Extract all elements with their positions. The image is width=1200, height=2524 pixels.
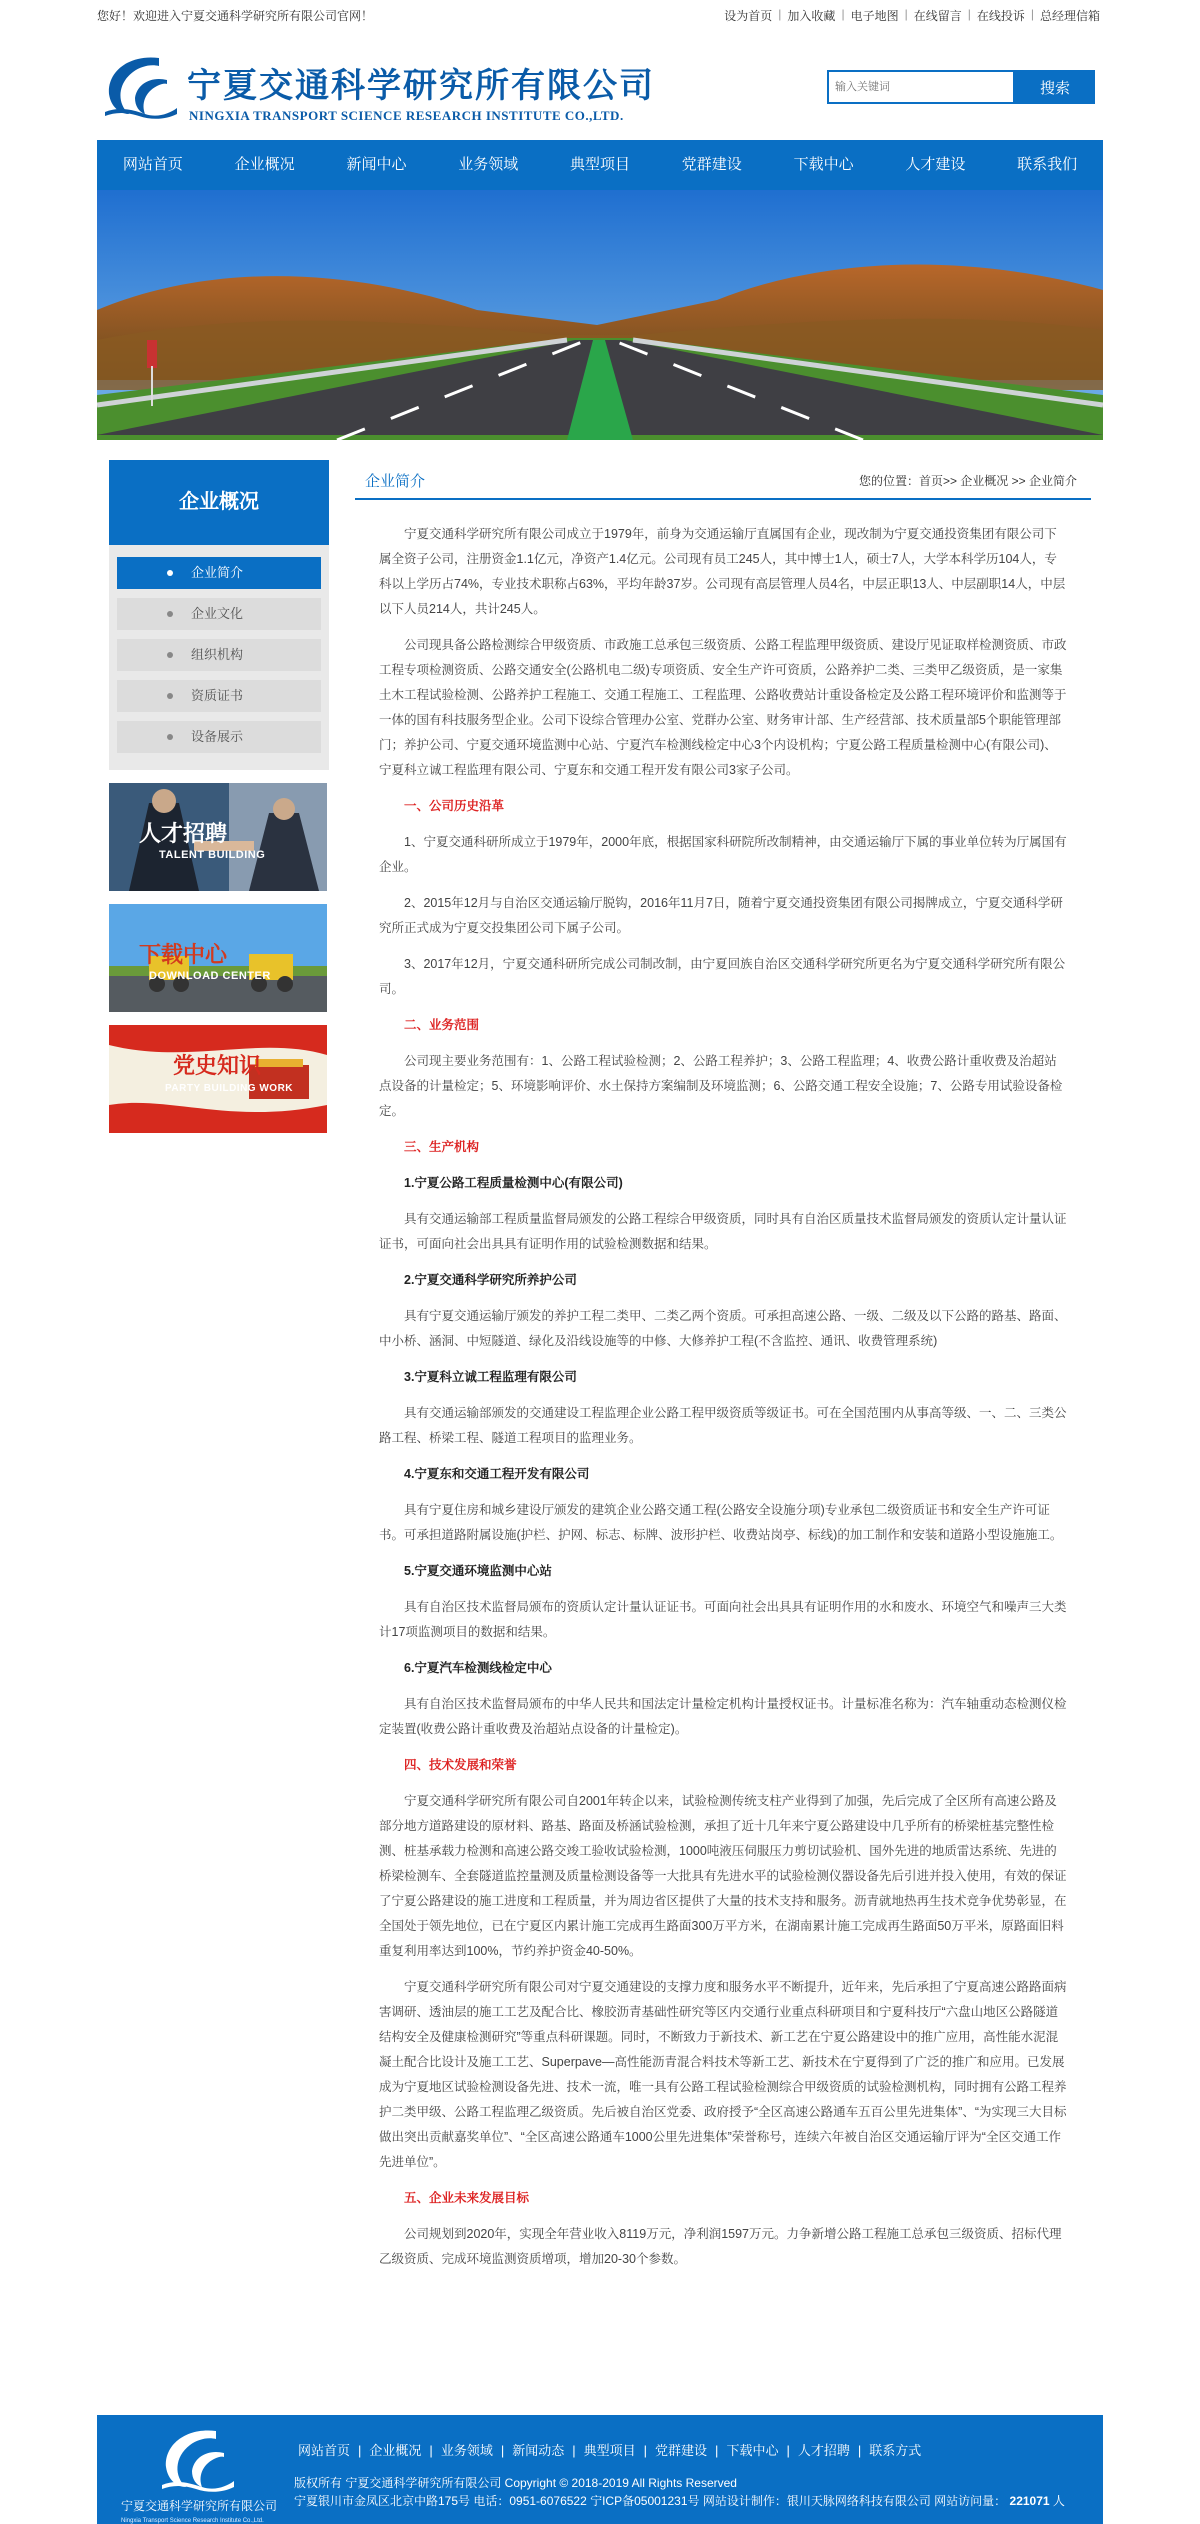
nav-item[interactable]: 网站首页 (122, 156, 183, 173)
footer-logo-icon (156, 2423, 236, 2493)
content-panel (355, 462, 1091, 2283)
article-paragraph: 3、2017年12月，宁夏交通科研所完成公司制改制，由宁夏回族自治区交通科学研究所更名为宁夏交通科学研究所有限公司。 (379, 957, 1066, 996)
bullet-icon (167, 734, 173, 740)
download-ad-subtitle: DOWNLOAD CENTER (149, 970, 271, 982)
subsection-heading: 5.宁夏交通环境监测中心站 (404, 1564, 552, 1578)
section-heading: 二、业务范围 (404, 1018, 480, 1032)
content-header (355, 462, 1091, 500)
article-paragraph: 公司现具备公路检测综合甲级资质、市政施工总承包三级资质、公路工程监理甲级资质、建设厅见证取样检测资质、市政工程专项检测资质、公路交通安全(公路机电二级)专项资质、安全生产许可资质，公路养护二类、三类甲乙级资质，是一家集土木工程试验检测、公路养护工程施工、交通工程施工、工程监理、公路收费站计重设备检定及公路工程环境评价和监测等于一体的国有科技服务型企业。公司下设综合管理办公室、党群办公室、财务审计部、生产经营部、技术质量部5个职能管理部门；养护公司、宁夏交通环境监测中心站、宁夏汽车检测线检定中心3个内设机构；宁夏公路工程质量检测中心(有限公司)、宁夏科立诚工程监理有限公司、宁夏东和交通工程开发有限公司3家子公司。 (379, 638, 1067, 777)
article-paragraph: 具有自治区技术监督局颁布的中华人民共和国法定计量检定机构计量授权证书。计量标准名称为：汽车轴重动态检测仪检定装置(收费公路计重收费及治超站点设备的计量检定)。 (379, 1697, 1067, 1736)
footer-link-separator: | (715, 2443, 719, 2458)
nav-item[interactable]: 联系我们 (1017, 156, 1078, 173)
nav-item[interactable]: 下载中心 (793, 156, 854, 173)
nav-item[interactable]: 典型项目 (570, 156, 631, 173)
subsection-heading: 2.宁夏交通科学研究所养护公司 (404, 1273, 577, 1287)
article-paragraph: 具有交通运输部颁发的交通建设工程监理企业公路工程甲级资质等级证书。可在全国范围内从事高等级、一、二、三类公路工程、桥梁工程、隧道工程项目的监理业务。 (379, 1406, 1067, 1445)
footer-link-separator: | (643, 2443, 648, 2458)
top-link[interactable]: 总经理信箱 (1039, 8, 1100, 23)
top-link[interactable]: 加入收藏 (787, 8, 836, 23)
visit-count: 221071 (1009, 2494, 1050, 2508)
top-link[interactable]: 电子地图 (850, 8, 899, 23)
sidebar-item[interactable] (117, 639, 321, 671)
top-link-separator: | (904, 6, 908, 21)
article-paragraph: 宁夏交通科学研究所有限公司对宁夏交通建设的支撑力度和服务水平不断提升，近年来，先后承担了宁夏高速公路路面病害调研、透油层的施工工艺及配合比、橡胶沥青基础性研究等区内交通行业重点科研项目和宁夏科技厅“六盘山地区公路隧道结构安全及健康检测研究”等重点科研课题。同时，不断致力于新技术、新工艺在宁夏公路建设中的推广应用，高性能水泥混凝土配合比设计及施工工艺、Superpave—高性能沥青混合料技术等新工艺、新技术在宁夏得到了广泛的推广和应用。已发展成为宁夏地区试验检测设备先进、技术一流，唯一具有公路工程试验检测综合甲级资质的试验检测机构，同时拥有公路工程养护二类甲级、公路工程监理乙级资质。先后被自治区党委、政府授予“全区高速公路通车五百公里先进集体”、“为实现三大目标做出突出贡献嘉奖单位”、“全区高速公路通车1000公里先进集体”荣誉称号，连续六年被自治区交通运输厅评为“全区交通工作先进单位”。 (379, 1980, 1067, 2169)
subsection-heading: 6.宁夏汽车检测线检定中心 (404, 1661, 552, 1675)
ad-party-history[interactable] (109, 1025, 327, 1133)
top-link-separator: | (841, 6, 845, 21)
breadcrumb: 您的位置：首页>> 企业概况 >> 企业简介 (858, 473, 1077, 488)
header (97, 30, 1103, 140)
section-heading: 五、企业未来发展目标 (404, 2191, 530, 2205)
sidebar-item-label: 资质证书 (191, 688, 244, 703)
search-box (827, 70, 1095, 104)
party-ad-title: 党史知识 (173, 1053, 262, 1079)
download-ad-title: 下载中心 (139, 942, 228, 968)
article-paragraph: 具有宁夏住房和城乡建设厅颁发的建筑企业公路交通工程(公路安全设施分项)专业承包二级资质证书和安全生产许可证书。可承担道路附属设施(护栏、护网、标志、标牌、波形护栏、收费站岗亭、标线)的加工制作和安装和道路小型设施施工。 (379, 1503, 1063, 1542)
footer-link[interactable]: 联系方式 (869, 2443, 922, 2458)
sidebar-item[interactable] (117, 598, 321, 630)
article-paragraph: 具有交通运输部工程质量监督局颁发的公路工程综合甲级资质，同时具有自治区质量技术监督局颁发的资质认定计量认证证书，可面向社会出具具有证明作用的试验检测数据和结果。 (379, 1212, 1067, 1251)
footer-logo-text: 宁夏交通科学研究所有限公司 (121, 2499, 278, 2513)
footer-link[interactable]: 网站首页 (298, 2443, 351, 2458)
sidebar-item-label: 企业文化 (191, 606, 244, 621)
footer-link[interactable]: 党群建设 (655, 2443, 708, 2458)
bullet-icon (167, 570, 173, 576)
nav-item[interactable]: 党群建设 (681, 156, 742, 173)
welcome-text: 您好！欢迎进入宁夏交通科学研究所有限公司官网！ (97, 8, 374, 23)
party-ad-subtitle: PARTY BUILDING WORK (165, 1083, 294, 1094)
nav-item[interactable]: 人才建设 (905, 156, 966, 173)
footer-link-separator: | (358, 2443, 362, 2458)
top-link[interactable]: 设为首页 (724, 8, 773, 23)
address-line (294, 2492, 1065, 2510)
sidebar-item[interactable] (117, 680, 321, 712)
article-paragraph: 具有宁夏交通运输厅颁发的养护工程二类甲、二类乙两个资质。可承担高速公路、一级、二级及以下公路的路基、路面、中小桥、涵洞、中短隧道、绿化及沿线设施等的中修、大修养护工程(不含监控、通讯、收费管理系统) (379, 1309, 1067, 1348)
sidebar (109, 460, 329, 1133)
top-links (721, 7, 1103, 24)
bullet-icon (167, 611, 173, 617)
section-heading: 一、公司历史沿革 (404, 799, 505, 813)
ad-talent-recruitment[interactable] (109, 783, 327, 891)
nav-item[interactable]: 新闻中心 (346, 156, 407, 173)
nav-item[interactable]: 业务领域 (458, 156, 519, 173)
article-paragraph: 1、宁夏交通科研所成立于1979年，2000年底，根据国家科研院所改制精神，由交通运输厅下属的事业单位转为厅属国有企业。 (379, 835, 1067, 874)
article-paragraph: 2、2015年12月与自治区交通运输厅脱钩，2016年11月7日，随着宁夏交通投资集团有限公司揭牌成立，宁夏交通科学研究所正式成为宁夏交投集团公司下属子公司。 (379, 896, 1063, 935)
section-heading: 三、生产机构 (404, 1140, 480, 1154)
footer-links (294, 2440, 925, 2459)
sidebar-title: 企业概况 (109, 460, 329, 545)
footer-link[interactable]: 企业概况 (369, 2443, 422, 2458)
top-link[interactable]: 在线投诉 (976, 8, 1025, 23)
footer-link-separator: | (857, 2443, 862, 2458)
sidebar-item-label: 组织机构 (191, 647, 244, 662)
sidebar-item[interactable] (117, 721, 321, 753)
footer-link-separator: | (429, 2443, 433, 2458)
footer-link-separator: | (500, 2443, 505, 2458)
banner-image (97, 190, 1103, 440)
top-bar (97, 0, 1103, 30)
article-body (355, 500, 1091, 2272)
logo-icon[interactable] (99, 50, 179, 120)
sidebar-menu (109, 545, 329, 770)
main-nav (97, 140, 1103, 190)
nav-item[interactable]: 企业概况 (234, 156, 295, 173)
section-heading: 四、技术发展和荣誉 (404, 1758, 517, 1772)
address-text: 宁夏银川市金凤区北京中路175号 电话：0951-6076522 宁ICP备05001231号 网站设计制作：银川天脉网络科技有限公司 网站访问量： (294, 2494, 1007, 2508)
search-button[interactable]: 搜索 (1015, 70, 1095, 104)
footer-link[interactable]: 典型项目 (583, 2443, 636, 2458)
article-paragraph: 公司现主要业务范围有：1、公路工程试验检测；2、公路工程养护；3、公路工程监理；4、收费公路计重收费及治超站点设备的计量检定；5、环境影响评价、水土保持方案编制及环境监测；6、公路交通工程安全设施；7、公路专用试验设备检定。 (379, 1054, 1063, 1118)
sidebar-item-label: 企业简介 (191, 565, 244, 580)
top-link-separator: | (1030, 6, 1034, 21)
visit-unit: 人 (1052, 2494, 1065, 2508)
footer-link[interactable]: 业务领域 (440, 2443, 493, 2458)
ad-download-center[interactable] (109, 904, 327, 1012)
search-input[interactable] (827, 70, 1015, 104)
subsection-heading: 1.宁夏公路工程质量检测中心(有限公司) (404, 1176, 623, 1190)
subsection-heading: 4.宁夏东和交通工程开发有限公司 (404, 1467, 590, 1481)
logo-subtitle: NINGXIA TRANSPORT SCIENCE RESEARCH INSTITUTE CO.,LTD. (189, 108, 624, 123)
top-link[interactable]: 在线留言 (913, 8, 962, 23)
talent-ad-title: 人才招聘 (139, 821, 228, 847)
main-area (97, 440, 1103, 2435)
footer (97, 2415, 1103, 2524)
bullet-icon (167, 693, 173, 699)
subsection-heading: 3.宁夏科立诚工程监理有限公司 (404, 1370, 577, 1384)
content-title: 企业简介 (365, 472, 426, 490)
footer-link[interactable]: 下载中心 (726, 2443, 779, 2458)
footer-link[interactable]: 人才招聘 (797, 2443, 850, 2458)
footer-link-separator: | (572, 2443, 576, 2458)
article-paragraph: 宁夏交通科学研究所有限公司成立于1979年，前身为交通运输厅直属国有企业，现改制为宁夏交通投资集团有限公司下属全资子公司，注册资金1.1亿元，净资产1.4亿元。公司现有员工245人，其中博士1人，硕士7人，大学本科学历104人，专科以上学历占74%，专业技术职称占63%，平均年龄37岁。公司现有高层管理人员4名，中层正职13人、中层副职14人，中层以下人员214人，共计245人。 (379, 527, 1066, 616)
footer-link[interactable]: 新闻动态 (512, 2443, 565, 2458)
sidebar-item-label: 设备展示 (191, 729, 244, 744)
footer-info (294, 2474, 1065, 2510)
talent-ad-subtitle: TALENT BUILDING (159, 849, 266, 861)
logo-title[interactable]: 宁夏交通科学研究所有限公司 (187, 66, 655, 106)
top-link-separator: | (778, 6, 782, 21)
copyright-text: 版权所有 宁夏交通科学研究所有限公司 Copyright © 2018-2019 All Rights Reserved (294, 2476, 737, 2490)
article-paragraph: 具有自治区技术监督局颁布的资质认定计量认证证书。可面向社会出具具有证明作用的水和废水、环境空气和噪声三大类计17项监测项目的数据和结果。 (379, 1600, 1067, 1639)
bullet-icon (167, 652, 173, 658)
article-paragraph: 宁夏交通科学研究所有限公司自2001年转企以来，试验检测传统支柱产业得到了加强，先后完成了全区所有高速公路及部分地方道路建设的原材料、路基、路面及桥涵试验检测，承担了近十几年来宁夏公路建设中几乎所有的桥梁桩基完整性检测、桩基承载力检测和高速公路交竣工验收试验检测，1000吨液压伺服压力剪切试验机、国外先进的地质雷达系统、先进的桥梁检测车、全套隧道监控量测及质量检测设备等一大批具有先进水平的试验检测仪器设备先后引进并投入使用，有效的保证了宁夏公路建设的施工进度和工程质量，并为周边省区提供了大量的技术支持和服务。沥青就地热再生技术竞争优势彰显，在全国处于领先地位，已在宁夏区内累计施工完成再生路面300万平方米，在湖南累计施工完成再生路面50万平米，原路面旧料重复利用率达到100%，节约养护资金40-50%。 (379, 1794, 1067, 1958)
footer-link-separator: | (786, 2443, 790, 2458)
footer-logo (121, 2423, 278, 2524)
top-link-separator: | (967, 6, 971, 21)
footer-logo-en: Ningxia Transport Science Research Institute Co.,Ltd. (121, 2518, 264, 2524)
sidebar-item[interactable] (117, 557, 321, 589)
article-paragraph: 公司规划到2020年，实现全年营业收入8119万元，净利润1597万元。力争新增公路工程施工总承包三级资质、招标代理乙级资质、完成环境监测资质增项，增加20-30个参数。 (379, 2227, 1062, 2266)
